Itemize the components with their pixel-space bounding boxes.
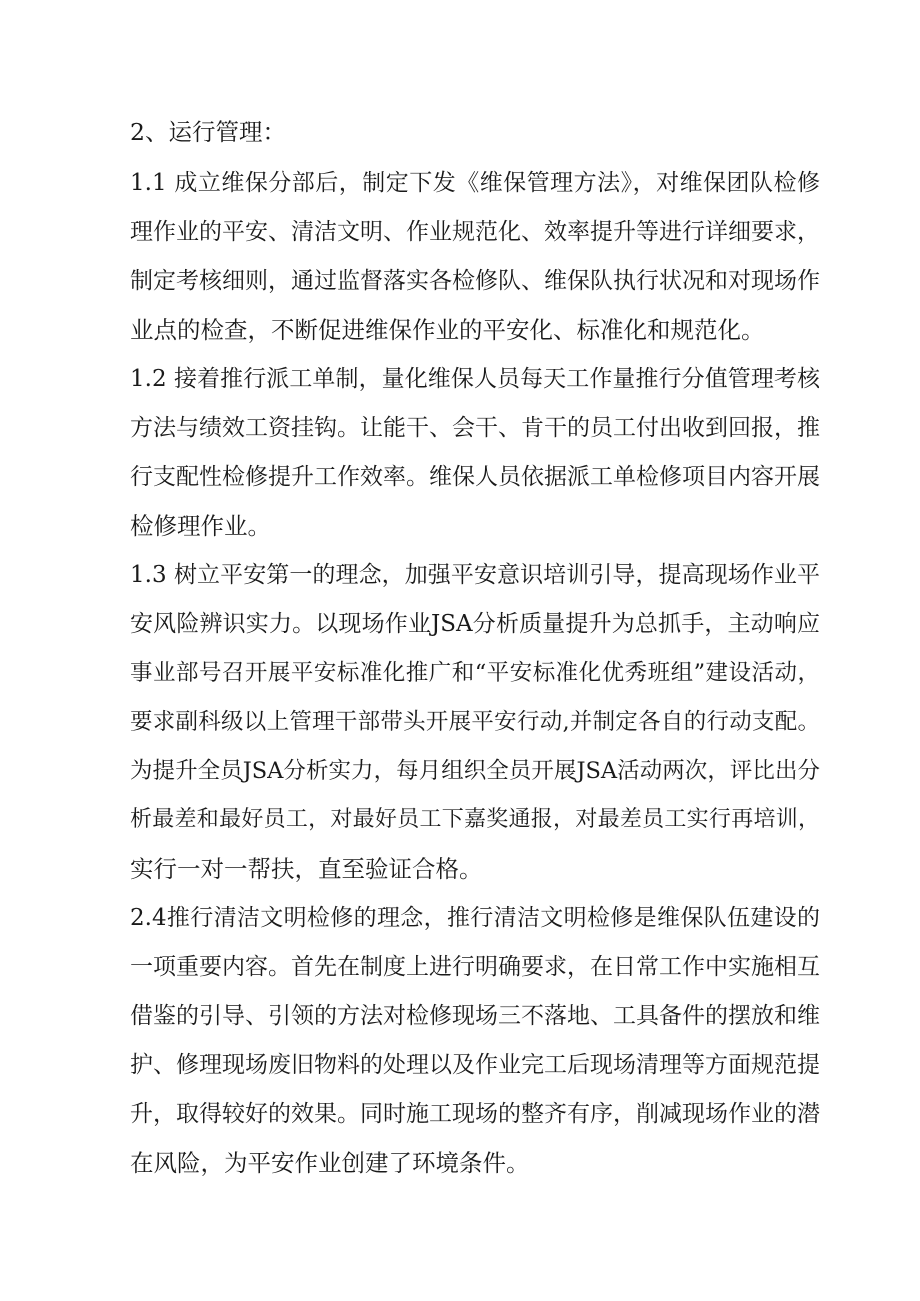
paragraph-line: 在风险，为平安作业创建了环境条件。	[130, 1149, 530, 1177]
paragraph-line: 事业部号召开展平安标准化推广和“平安标准化优秀班组”建设活动，	[130, 660, 820, 686]
paragraph-line: 升，取得较好的效果。同时施工现场的整齐有序，削减现场作业的潜	[130, 1101, 820, 1127]
paragraph-line: 为提升全员JSA分析实力，每月组织全员开展JSA活动两次，评比出分	[130, 758, 820, 784]
paragraph-line: 借鉴的引导、引领的方法对检修现场三不落地、工具备件的摆放和维	[130, 1003, 820, 1029]
paragraph-line: 1.1 成立维保分部后，制定下发《维保管理方法》，对维保团队检修	[130, 170, 820, 196]
paragraph-line: 要求副科级以上管理干部带头开展平安行动,并制定各自的行动支配。	[130, 709, 820, 735]
paragraph-line: 2.4推行清洁文明检修的理念，推行清洁文明检修是维保队伍建设的	[130, 905, 820, 931]
paragraph-line: 业点的检查，不断促进维保作业的平安化、标准化和规范化。	[130, 316, 765, 344]
paragraph-line: 1.3 树立平安第一的理念，加强平安意识培训引导，提高现场作业平	[130, 562, 820, 588]
paragraph-line: 护、修理现场废旧物料的处理以及作业完工后现场清理等方面规范提	[130, 1052, 820, 1078]
paragraph-line: 一项重要内容。首先在制度上进行明确要求，在日常工作中实施相互	[130, 954, 820, 980]
paragraph-line: 检修理作业。	[130, 512, 271, 540]
paragraph-line: 制定考核细则，通过监督落实各检修队、维保队执行状况和对现场作	[130, 268, 820, 294]
paragraph-line: 安风险辨识实力。以现场作业JSA分析质量提升为总抓手，主动响应	[130, 611, 820, 637]
paragraph-line: 理作业的平安、清洁文明、作业规范化、效率提升等进行详细要求，	[130, 219, 820, 245]
paragraph-line: 1.2 接着推行派工单制，量化维保人员每天工作量推行分值管理考核	[130, 366, 820, 392]
paragraph-line: 方法与绩效工资挂钩。让能干、会干、肯干的员工付出收到回报，推	[130, 415, 820, 441]
paragraph-line: 行支配性检修提升工作效率。维保人员依据派工单检修项目内容开展	[130, 464, 820, 490]
paragraph-line: 实行一对一帮扶，直至验证合格。	[130, 855, 483, 883]
paragraph-line: 析最差和最好员工，对最好员工下嘉奖通报，对最差员工实行再培训，	[130, 807, 820, 832]
section-heading: 2、运行管理：	[130, 118, 286, 146]
